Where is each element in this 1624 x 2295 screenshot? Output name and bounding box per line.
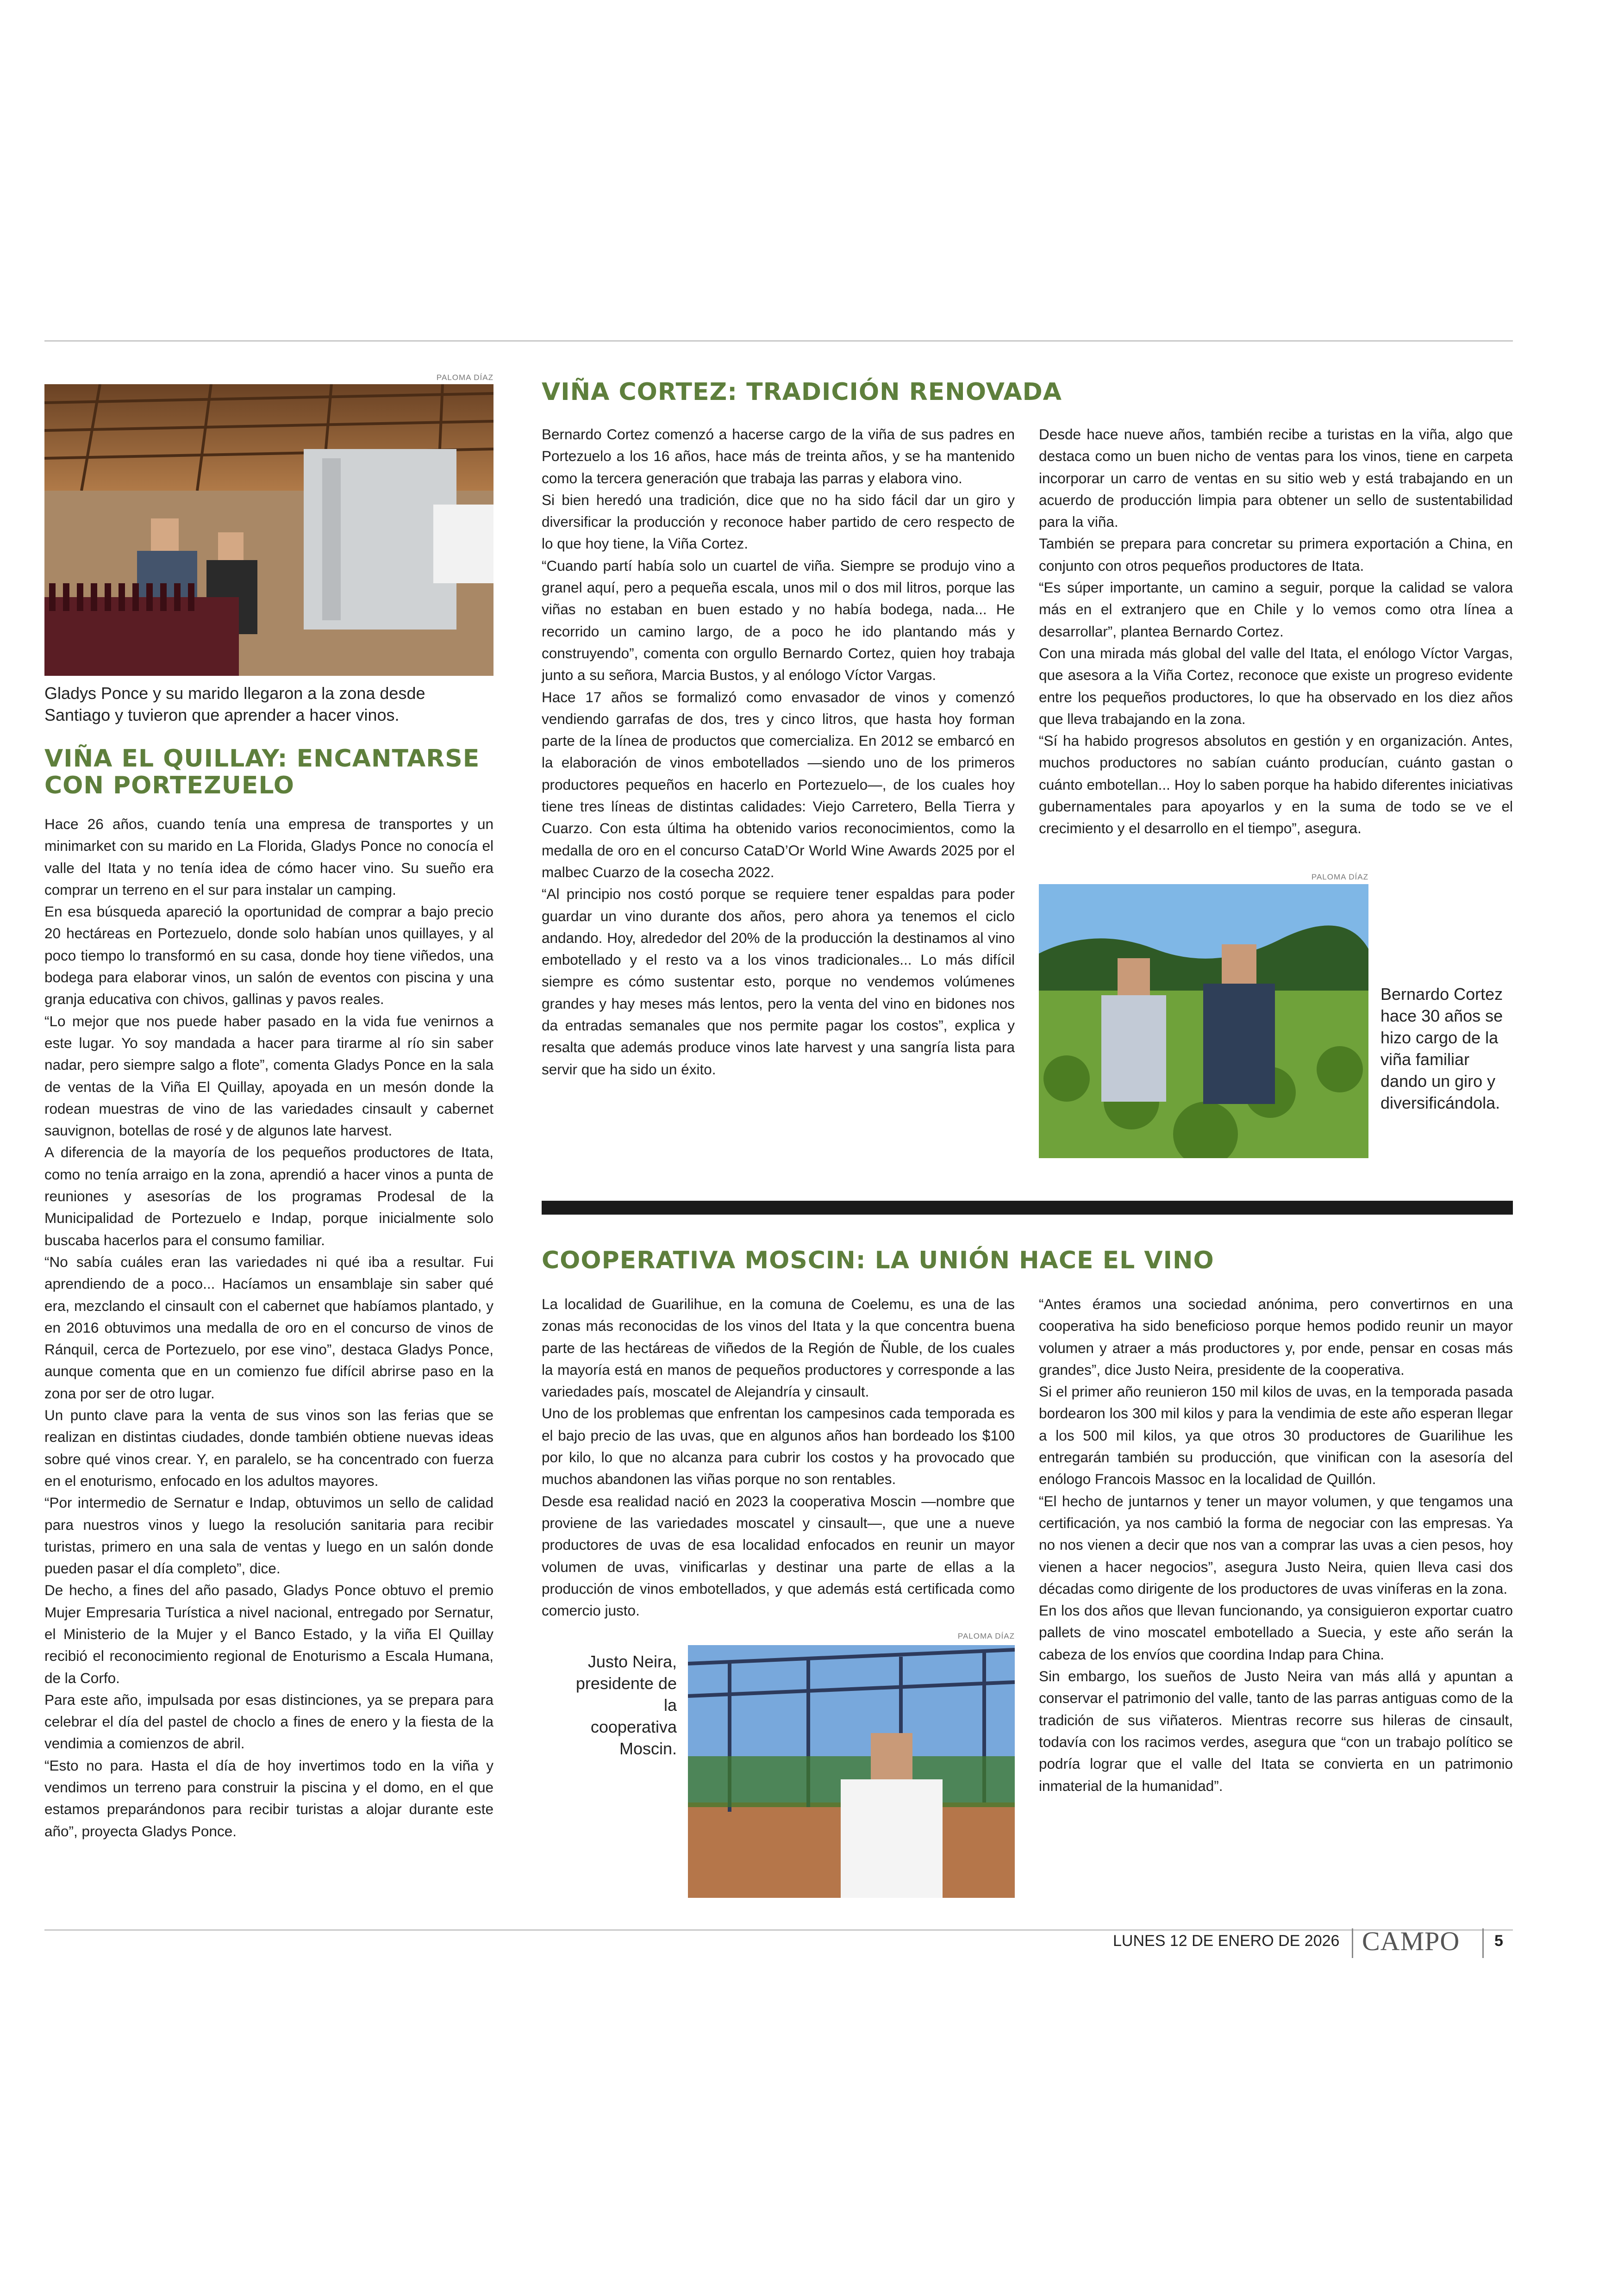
paragraph: “Antes éramos una sociedad anónima, pero convertirnos en una cooperativa ha sido beneficioso porque hemos podido reunir un mayor volumen y atraer a más productores y, por ende, pensar en cosas más grandes”, dice Justo Neira, presidente de la cooperativa. — [1039, 1296, 1513, 1378]
moscin-photo-caption: Justo Neira, presidente de la cooperativa Moscin. — [575, 1652, 677, 1758]
paragraph: “Por intermedio de Sernatur e Indap, obtuvimos un sello de calidad para nuestros vinos y luego la resolución sanitaria para recibir turistas, primero en una sala de ventas y luego en un salón donde pueden pasar el día completo”, dice. — [44, 1494, 493, 1577]
paragraph: Si bien heredó una tradición, dice que no ha sido fácil dar un giro y diversificar la producción y reconoce haber partido de cero respecto de lo que hoy tiene, la Viña Cortez. — [542, 491, 1015, 552]
footer-divider — [1482, 1928, 1484, 1958]
footer-divider — [1352, 1928, 1353, 1958]
top-rule — [44, 340, 1513, 342]
moscin-headline: COOPERATIVA MOSCIN: LA UNIÓN HACE EL VINO — [542, 1247, 1214, 1274]
paragraph: La localidad de Guarilihue, en la comuna de Coelemu, es una de las zonas más reconocidas de los vinos del Itata y la que concentra buena parte de las hectáreas de viñedos de la Región de Ñuble, de los cuales la mayoría está en manos de pequeños productores y corresponde a las variedades país, moscatel de Alejandría y cinsault. — [542, 1296, 1015, 1400]
moscin-body-col2 — [1039, 1293, 1513, 1797]
footer-date: LUNES 12 DE ENERO DE 2026 — [1113, 1932, 1340, 1950]
cortez-headline: VIÑA CORTEZ: TRADICIÓN RENOVADA — [542, 378, 1062, 406]
cortez-body-col1 — [542, 424, 1015, 1080]
moscin-body-col1 — [542, 1293, 1015, 1621]
paragraph: Si el primer año reunieron 150 mil kilos de uvas, en la temporada pasada bordearon los 300 mil kilos y para la vendimia de este año esperan llegar a los 500 mil kilos, ya que otros 30 productores de Guarilihue les entregarán también su producción, que vinifican con la asesoría del enólogo Francois Massoc en la localidad de Quillón. — [1039, 1383, 1513, 1488]
paragraph: “Lo mejor que nos puede haber pasado en la vida fue venirnos a este lugar. Yo soy mandada a hacer para tirarme al río sin saber nadar, pero siempre salgo a flote”, comenta Gladys Ponce en la sala de ventas de la Viña El Quillay, apoyada en un mesón donde la rodean muestras de vino de las variedades cinsault y cabernet sauvignon, botellas de rosé y de algunos late harvest. — [44, 1012, 493, 1139]
paragraph: “Al principio nos costó porque se requiere tener espaldas para poder guardar un vino durante dos años, pero ahora ya tenemos el ciclo andando. Hoy, alrededor del 20% de la producción la destinamos al vino embotellado y el resto va a los vinos tradicionales... Lo más difícil siempre es cómo sustentar esto, porque no vendemos volúmenes grandes y hay meses más lentos, pero la venta del vino en bidones nos da entradas semanales que nos permite pagar los costos”, explica y resalta que además produce vinos late harvest y una sangría lista para servir que ha sido un éxito. — [542, 886, 1015, 1078]
paragraph: De hecho, a fines del año pasado, Gladys Ponce obtuvo el premio Mujer Empresaria Turística a nivel nacional, entregado por Sernatur, el Ministerio de la Mujer y el Banco Estado, y la viña El Quillay recibió el reconocimiento regional de Enoturismo a Escala Humana, de la Corfo. — [44, 1582, 493, 1686]
photo-credit: PALOMA DÍAZ — [436, 373, 493, 382]
photo-cooperative-president — [688, 1645, 1015, 1898]
quillay-headline: VIÑA EL QUILLAY: ENCANTARSE CON PORTEZUELO — [44, 745, 480, 799]
paragraph: Un punto clave para la venta de sus vinos son las ferias que se realizan en distintas ciudades, donde también obtiene nuevas ideas sobre qué vinos crear. Y, en paralelo, se ha concentrado con fuerza en el enoturismo, enfocado en los adultos mayores. — [44, 1407, 493, 1489]
paragraph: Hace 17 años se formalizó como envasador de vinos y comenzó vendiendo garrafas de dos, tres y cinco litros, que hasta hoy forman parte de la línea de productos que comercializa. En 2012 se embarcó en la elaboración de vinos embotellados —siendo uno de los primeros productores pequeños en hacerlo en Portezuelo—, de los cuales hoy tiene tres líneas de distintas calidades: Viejo Carretero, Bella Tierra y Cuarzo. Con esta última ha obtenido varios reconocimientos, como la medalla de oro en el concurso CataD’Or World Wine Awards 2025 por el malbec Cuarzo de la cosecha 2022. — [542, 688, 1015, 880]
paragraph: Bernardo Cortez comenzó a hacerse cargo de la viña de sus padres en Portezuelo a los 16 años, hace más de treinta años, y se ha mantenido como la tercera generación que trabaja las parras y elabora vino. — [542, 426, 1015, 486]
paragraph: Con una mirada más global del valle del Itata, el enólogo Víctor Vargas, que asesora a la Viña Cortez, reconoce que existe un progreso evidente entre los pequeños productores, lo que ha observado en los diez años que lleva trabajando en la zona. — [1039, 644, 1513, 727]
paragraph: Sin embargo, los sueños de Justo Neira van más allá y apuntan a conservar el patrimonio del valle, tanto de las parras antiguas como de la tradición de sus viñateros. Mientras recorre sus hileras de cinsault, todavía con los racimos verdes, asegura que “con un trabajo político se podría lograr que el valle del Itata se convierta en un patrimonio inmaterial de la humanidad”. — [1039, 1668, 1513, 1794]
paragraph: También se prepara para concretar su primera exportación a China, en conjunto con otros pequeños productores de Itata. — [1039, 535, 1513, 574]
paragraph: Desde hace nueve años, también recibe a turistas en la viña, algo que destaca como un buen nicho de ventas para los vinos, tiene en carpeta incorporar un carro de ventas en su sitio web y está trabajando en un acuerdo de producción limpia para obtener un sello de sustentabilidad para la viña. — [1039, 426, 1513, 530]
paragraph: En esa búsqueda apareció la oportunidad de comprar a bajo precio 20 hectáreas en Portezuelo, donde solo habían unos quillayes, y al poco tiempo lo transformó en su casa, donde hoy tiene viñedos, una bodega para elaborar vinos, un salón de eventos con piscina y una granja educativa con chivos, gallinas y pavos reales. — [44, 903, 493, 1008]
paragraph: Para este año, impulsada por esas distinciones, ya se prepara para celebrar el día del pastel de choclo a fines de enero y la fiesta de la vendimia a comienzos de abril. — [44, 1691, 493, 1752]
paragraph: En los dos años que llevan funcionando, ya consiguieron exportar cuatro pallets de vino moscatel embotellado a Suecia, y este año serán la cabeza de los envíos que coordina Indap para China. — [1039, 1602, 1513, 1663]
paragraph: “El hecho de juntarnos y tener un mayor volumen, y que tengamos una certificación, ya nos cambió la forma de negociar con las empresas. Ya no nos vienen a decir que nos van a comprar las uvas a cien pesos, hoy vienen a hacer negocios”, asegura Justo Neira, quien lleva casi dos décadas como dirigente de los productores de uvas viníferas en la zona. — [1039, 1492, 1513, 1597]
photo-vineyard-men — [1039, 884, 1368, 1158]
cortez-photo-caption: Bernardo Cortez hace 30 años se hizo cargo de la viña familiar dando un giro y diversificándola. — [1380, 985, 1503, 1112]
bottom-rule — [44, 1929, 1513, 1931]
paragraph: A diferencia de la mayoría de los pequeños productores de Itata, como no tenía arraigo en la zona, aprendió a hacer vinos a punta de reuniones y asesorías de los programas Prodesal de la Municipalidad de Portezuelo e Indap, porque inicialmente solo buscaba hacerlos para el consumo familiar. — [44, 1144, 493, 1248]
quillay-body — [44, 813, 493, 1842]
photo-credit: PALOMA DÍAZ — [957, 1632, 1015, 1640]
cortez-body-col2 — [1039, 424, 1513, 840]
paragraph: “Esto no para. Hasta el día de hoy invertimos todo en la viña y vendimos un terreno para construir la piscina y el domo, en el que estamos preparándonos para recibir turistas a alojar durante este año”, proyecta Gladys Ponce. — [44, 1757, 493, 1840]
paragraph: “Sí ha habido progresos absolutos en gestión y en organización. Antes, muchos productores no sabían cuánto producían, cuánto gastan o cuánto embotellan... Hoy lo saben porque ha habido diferentes iniciativas gubernamentales para apoyarlos y en la suma de todo se ve el crecimiento y el desarrollo en el tiempo”, asegura. — [1039, 732, 1513, 837]
photo-credit: PALOMA DÍAZ — [1311, 873, 1368, 881]
paragraph: “Cuando partí había solo un cuartel de viña. Siempre se produjo vino a granel aquí, pero a pequeña escala, unos mil o dos mil litros, porque las viñas no estaban en buen estado y no había bodega, nada... He recorrido un camino largo, de a poco he ido plantando más y construyendo”, comenta con orgullo Bernardo Cortez, quien hoy trabaja junto a su señora, Marcia Bustos, y al enólogo Víctor Vargas. — [542, 557, 1015, 684]
paragraph: Hace 26 años, cuando tenía una empresa de transportes y un minimarket con su marido en La Florida, Gladys Ponce no conocía el valle del Itata y no tenía idea de cómo hacer vino. Su sueño era comprar un terreno en el sur para instalar un camping. — [44, 816, 493, 898]
photo-winery-couple — [44, 384, 493, 676]
paragraph: “Es súper importante, un camino a seguir, porque la calidad se valora más en el extranjero que en Chile y lo vemos como otra línea a desarrollar”, plantea Bernardo Cortez. — [1039, 579, 1513, 640]
footer-brand: CAMPO — [1362, 1926, 1460, 1956]
quillay-photo-caption: Gladys Ponce y su marido llegaron a la zona desde Santiago y tuvieron que aprender a hacer vinos. — [44, 684, 425, 724]
paragraph: Desde esa realidad nació en 2023 la cooperativa Moscin —nombre que proviene de las variedades moscatel y cinsault—, que une a nueve productores de uvas de esa localidad enfocados en reunir un mayor volumen de uvas, vinificarlas y destinar una parte de ellas a la producción de vinos embotellados, y que además está certificada como comercio justo. — [542, 1492, 1015, 1619]
paragraph: Uno de los problemas que enfrentan los campesinos cada temporada es el bajo precio de las uvas, que en algunos años han bordeado los $100 por kilo, lo que no alcanza para cubrir los costos y ha provocado que muchos abandonen las viñas porque no son rentables. — [542, 1405, 1015, 1488]
paragraph: “No sabía cuáles eran las variedades ni qué iba a resultar. Fui aprendiendo de a poco... Hacíamos un ensamblaje sin saber qué era, mezclando el cinsault con el cabernet que habíamos plantado, y en 2016 obtuvimos una medalla de oro en el concurso de vinos de Ránquil, cerca de Portezuelo, por ese vino”, destaca Gladys Ponce, aunque comenta que en un comienzo fue difícil abrirse paso en la zona por ser de otro lugar. — [44, 1253, 493, 1402]
page-number: 5 — [1494, 1932, 1503, 1950]
section-divider — [542, 1201, 1513, 1215]
